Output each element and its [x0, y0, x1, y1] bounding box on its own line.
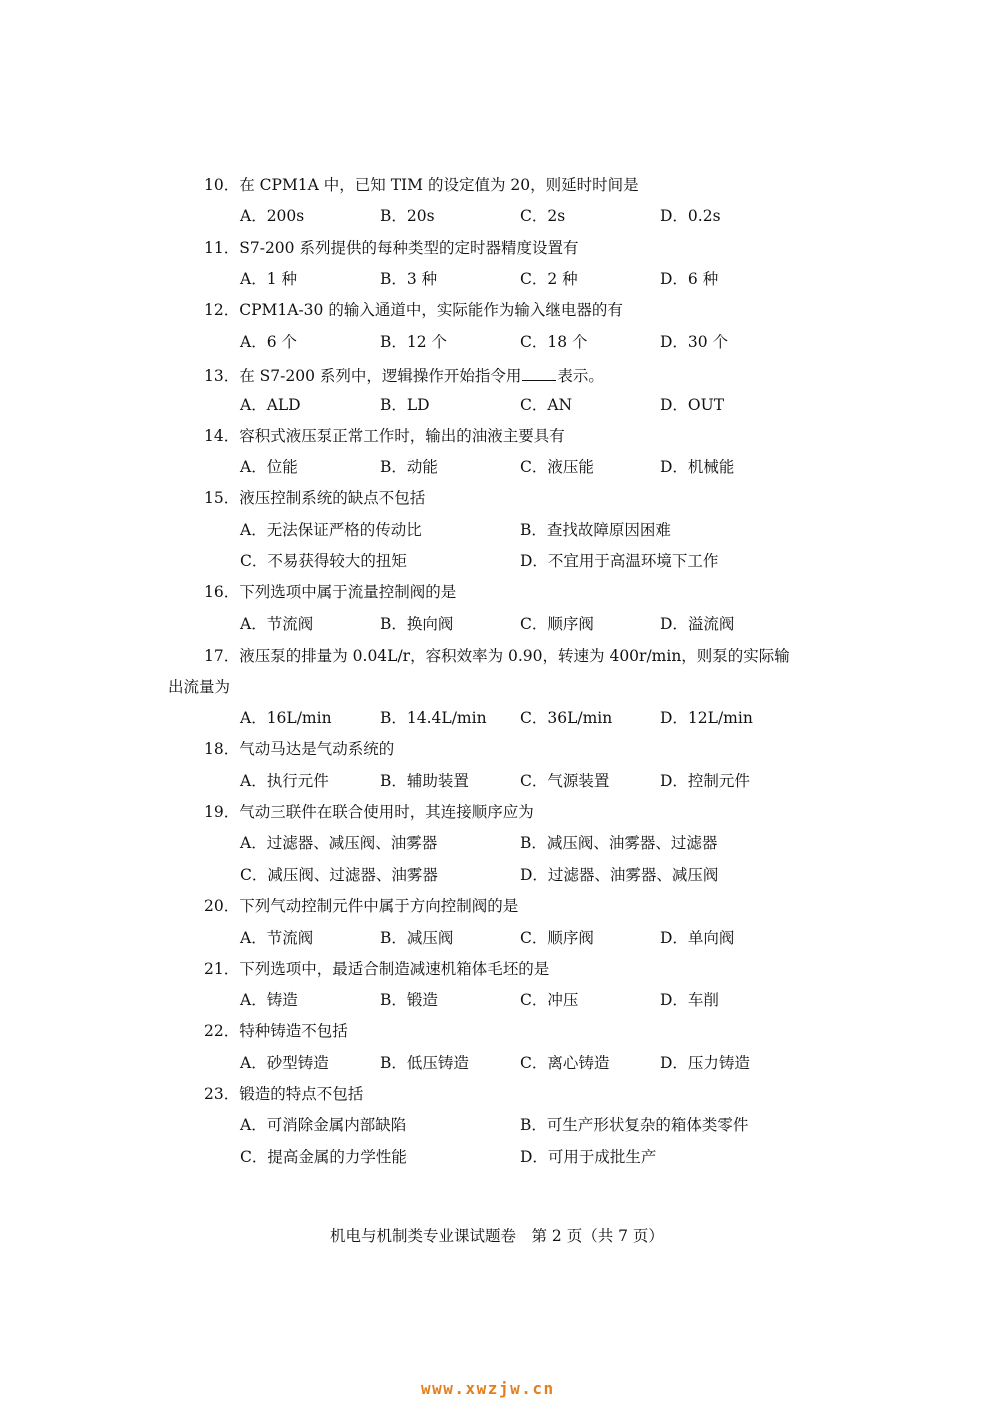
question-15-stem: 15．液压控制系统的缺点不包括 [204, 489, 426, 507]
q14-option-c: C．液压能 [520, 458, 594, 476]
question-12-stem: 12．CPM1A-30 的输入通道中，实际能作为输入继电器的有 [204, 301, 623, 319]
watermark-link[interactable]: www.xwzjw.cn [421, 1379, 555, 1398]
q12-option-b: B．12 个 [380, 333, 448, 351]
q15-option-a: A．无法保证严格的传动比 [240, 521, 422, 539]
q22-option-a: A．砂型铸造 [240, 1054, 329, 1072]
q17-option-a: A．16L/min [240, 709, 332, 727]
question-13-stem [204, 363, 604, 386]
question-17-stem: 17．液压泵的排量为 0.04L/r，容积效率为 0.90，转速为 400r/min，则泵的实际输 [204, 647, 790, 665]
q18-option-c: C．气源装置 [520, 772, 610, 790]
q13-option-a: A．ALD [240, 396, 301, 414]
q11-option-d: D．6 种 [660, 270, 719, 288]
q10-option-b: B．20s [380, 207, 435, 225]
q22-option-b: B．低压铸造 [380, 1054, 469, 1072]
q16-option-a: A．节流阀 [240, 615, 314, 633]
q14-option-d: D．机械能 [660, 458, 735, 476]
q12-option-d: D．30 个 [660, 333, 729, 351]
q13-option-b: B．LD [380, 396, 430, 414]
q17-option-d: D．12L/min [660, 709, 753, 727]
q23-option-a: A．可消除金属内部缺陷 [240, 1116, 407, 1134]
q16-option-d: D．溢流阀 [660, 615, 735, 633]
q23-option-c: C．提高金属的力学性能 [240, 1148, 407, 1166]
q13-option-d: D．OUT [660, 396, 725, 414]
question-16-stem: 16．下列选项中属于流量控制阀的是 [204, 583, 457, 601]
question-10-stem: 10．在 CPM1A 中，已知 TIM 的设定值为 20，则延时时间是 [204, 176, 639, 194]
q13-option-c: C．AN [520, 396, 573, 414]
q21-option-c: C．冲压 [520, 991, 579, 1009]
question-19-stem: 19．气动三联件在联合使用时，其连接顺序应为 [204, 803, 534, 821]
q20-option-d: D．单向阀 [660, 929, 735, 947]
question-22-stem: 22．特种铸造不包括 [204, 1022, 348, 1040]
q14-option-b: B．动能 [380, 458, 438, 476]
q15-option-d: D．不宜用于高温环境下工作 [520, 552, 719, 570]
q17-option-b: B．14.4L/min [380, 709, 487, 727]
q13-stem-after: 表示。 [557, 367, 604, 385]
q11-option-c: C．2 种 [520, 270, 578, 288]
q17-option-c: C．36L/min [520, 709, 613, 727]
q19-option-c: C．减压阀、过滤器、油雾器 [240, 866, 438, 884]
q16-option-c: C．顺序阀 [520, 615, 594, 633]
q20-option-c: C．顺序阀 [520, 929, 594, 947]
q14-option-a: A．位能 [240, 458, 298, 476]
q23-option-d: D．可用于成批生产 [520, 1148, 657, 1166]
q23-option-b: B．可生产形状复杂的箱体类零件 [520, 1116, 749, 1134]
q11-option-a: A．1 种 [240, 270, 297, 288]
q18-option-b: B．辅助装置 [380, 772, 469, 790]
answer-blank [522, 363, 556, 381]
q10-option-a: A．200s [240, 207, 305, 225]
q12-option-c: C．18 个 [520, 333, 588, 351]
q20-option-a: A．节流阀 [240, 929, 314, 947]
q15-option-c: C．不易获得较大的扭矩 [240, 552, 407, 570]
q13-stem-before: 13．在 S7-200 系列中，逻辑操作开始指令用 [204, 367, 522, 385]
q21-option-d: D．车削 [660, 991, 719, 1009]
q12-option-a: A．6 个 [240, 333, 297, 351]
q21-option-a: A．铸造 [240, 991, 298, 1009]
question-17-stem-continued: 出流量为 [168, 678, 231, 696]
q18-option-d: D．控制元件 [660, 772, 750, 790]
question-11-stem: 11．S7-200 系列提供的每种类型的定时器精度设置有 [204, 239, 579, 257]
q21-option-b: B．锻造 [380, 991, 438, 1009]
question-18-stem: 18．气动马达是气动系统的 [204, 740, 395, 758]
q22-option-d: D．压力铸造 [660, 1054, 750, 1072]
question-21-stem: 21．下列选项中，最适合制造减速机箱体毛坯的是 [204, 960, 550, 978]
q11-option-b: B．3 种 [380, 270, 438, 288]
question-20-stem: 20．下列气动控制元件中属于方向控制阀的是 [204, 897, 519, 915]
q10-option-d: D．0.2s [660, 207, 721, 225]
q18-option-a: A．执行元件 [240, 772, 329, 790]
q19-option-d: D．过滤器、油雾器、减压阀 [520, 866, 719, 884]
q19-option-b: B．减压阀、油雾器、过滤器 [520, 834, 718, 852]
question-14-stem: 14．容积式液压泵正常工作时，输出的油液主要具有 [204, 427, 565, 445]
q15-option-b: B．查找故障原因困难 [520, 521, 671, 539]
page-footer: 机电与机制类专业课试题卷 第 2 页（共 7 页） [330, 1227, 664, 1245]
q20-option-b: B．减压阀 [380, 929, 454, 947]
question-23-stem: 23．锻造的特点不包括 [204, 1085, 364, 1103]
q19-option-a: A．过滤器、减压阀、油雾器 [240, 834, 438, 852]
q10-option-c: C．2s [520, 207, 566, 225]
q22-option-c: C．离心铸造 [520, 1054, 610, 1072]
q16-option-b: B．换向阀 [380, 615, 454, 633]
